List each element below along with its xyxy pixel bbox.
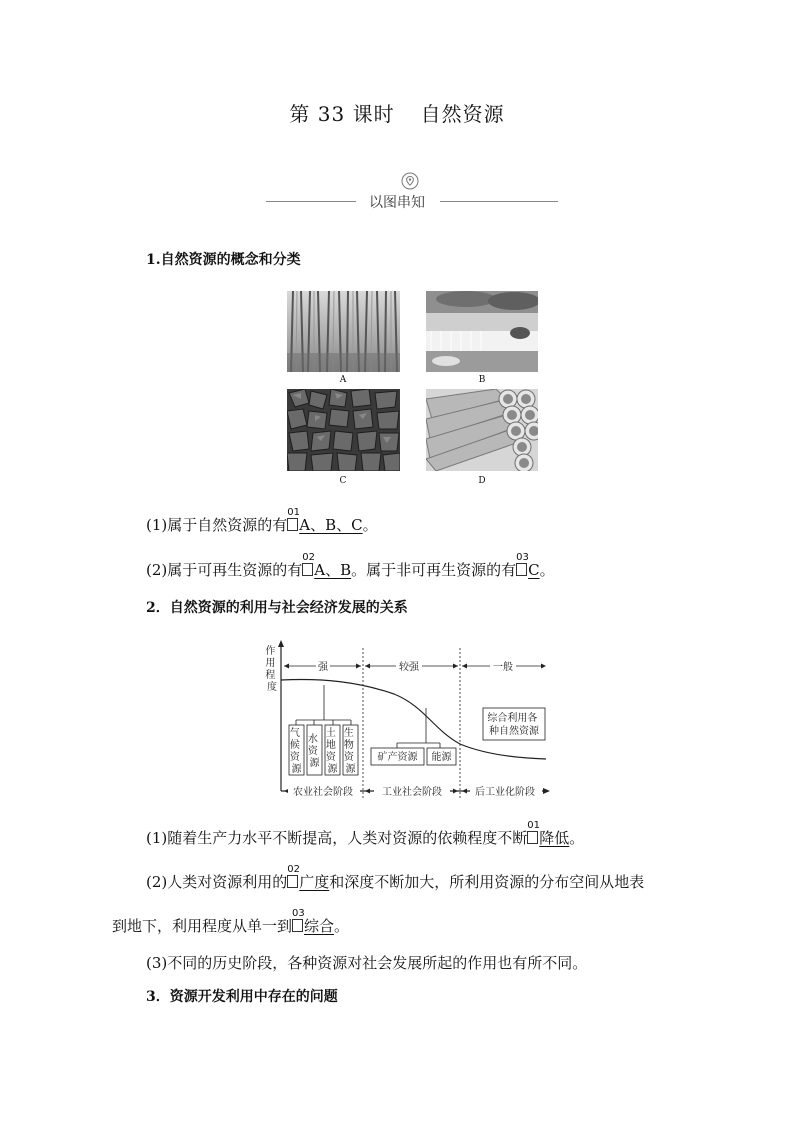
paragraph-1: (1)随着生产力水平不断提高，人类对资源的依赖程度不断 01 降低。 (146, 820, 585, 847)
banner-label: 以图串知 (369, 195, 425, 211)
photo-steel-pipes (426, 389, 538, 471)
answer-text: A、B (314, 561, 352, 579)
post-industrial-box: 综合利用各 种自然资源 (487, 713, 539, 737)
photo-caption-d: D (478, 476, 486, 486)
photo-coal (287, 389, 400, 471)
answer-blank-03: 03 (516, 560, 528, 580)
photo-waterfall (426, 291, 538, 372)
photo-caption-c: C (339, 476, 347, 486)
answer-text: A、B、C (299, 516, 363, 534)
section-heading-2: 2．自然资源的利用与社会经济发展的关系 (146, 600, 408, 616)
answer-text: 综合 (304, 917, 335, 935)
banner-divider-right (440, 201, 558, 202)
answer-text: C (528, 561, 540, 579)
resource-biological: 生 物 资 源 (343, 728, 356, 775)
answer-blank-03: 03 (292, 916, 304, 936)
stage-industrial: 工业社会阶段 (382, 787, 442, 798)
lesson-number: 第 33 课时 (289, 102, 395, 126)
stage-strength-moderate: 较强 (399, 662, 419, 673)
stage-strength-strong: 强 (318, 662, 328, 673)
answer-text: 广度 (299, 873, 330, 891)
location-pin-icon (401, 172, 419, 190)
stage-agricultural: 农业社会阶段 (293, 787, 353, 798)
answer-blank-01: 01 (287, 515, 299, 535)
section-heading-1: 1.自然资源的概念和分类 (146, 252, 301, 268)
lesson-topic: 自然资源 (420, 102, 505, 126)
paragraph-3: (3)不同的历史阶段，各种资源对社会发展所起的作用也有所不同。 (146, 954, 588, 972)
banner-divider-left (266, 201, 356, 202)
question-2: (2)属于可再生资源的有 02 A、B。属于非可再生资源的有 03 C。 (146, 552, 555, 579)
paragraph-2: (2)人类对资源利用的 02 广度和深度不断加大，所利用资源的分布空间从地表 (146, 864, 645, 891)
photo-caption-a: A (339, 375, 347, 385)
y-axis-label: 作 用 程 度 (265, 646, 277, 693)
page-title (0, 98, 794, 127)
paragraph-2-continued: 到地下，利用程度从单一到 03 综合。 (112, 908, 350, 935)
section-heading-3: 3．资源开发利用中存在的问题 (146, 989, 338, 1005)
photo-bamboo-forest (287, 291, 400, 372)
resource-energy: 能源 (431, 752, 452, 763)
stage-post-industrial: 后工业化阶段 (475, 787, 535, 798)
answer-blank-02: 02 (302, 560, 314, 580)
answer-text: 降低 (539, 829, 570, 847)
resource-water: 水 资 源 (307, 734, 320, 769)
answer-blank-02: 02 (287, 872, 299, 892)
question-1: (1)属于自然资源的有 01 A、B、C。 (146, 507, 378, 534)
resource-minerals: 矿产资源 (377, 752, 418, 763)
y-axis-arrow (278, 640, 284, 647)
stage-strength-general: 一般 (493, 662, 513, 673)
resource-land: 土 地 资 源 (325, 728, 338, 775)
photo-caption-b: B (478, 375, 486, 385)
resource-development-diagram (264, 638, 554, 806)
answer-blank-01: 01 (527, 828, 539, 848)
resource-climate: 气 候 资 源 (289, 728, 302, 775)
